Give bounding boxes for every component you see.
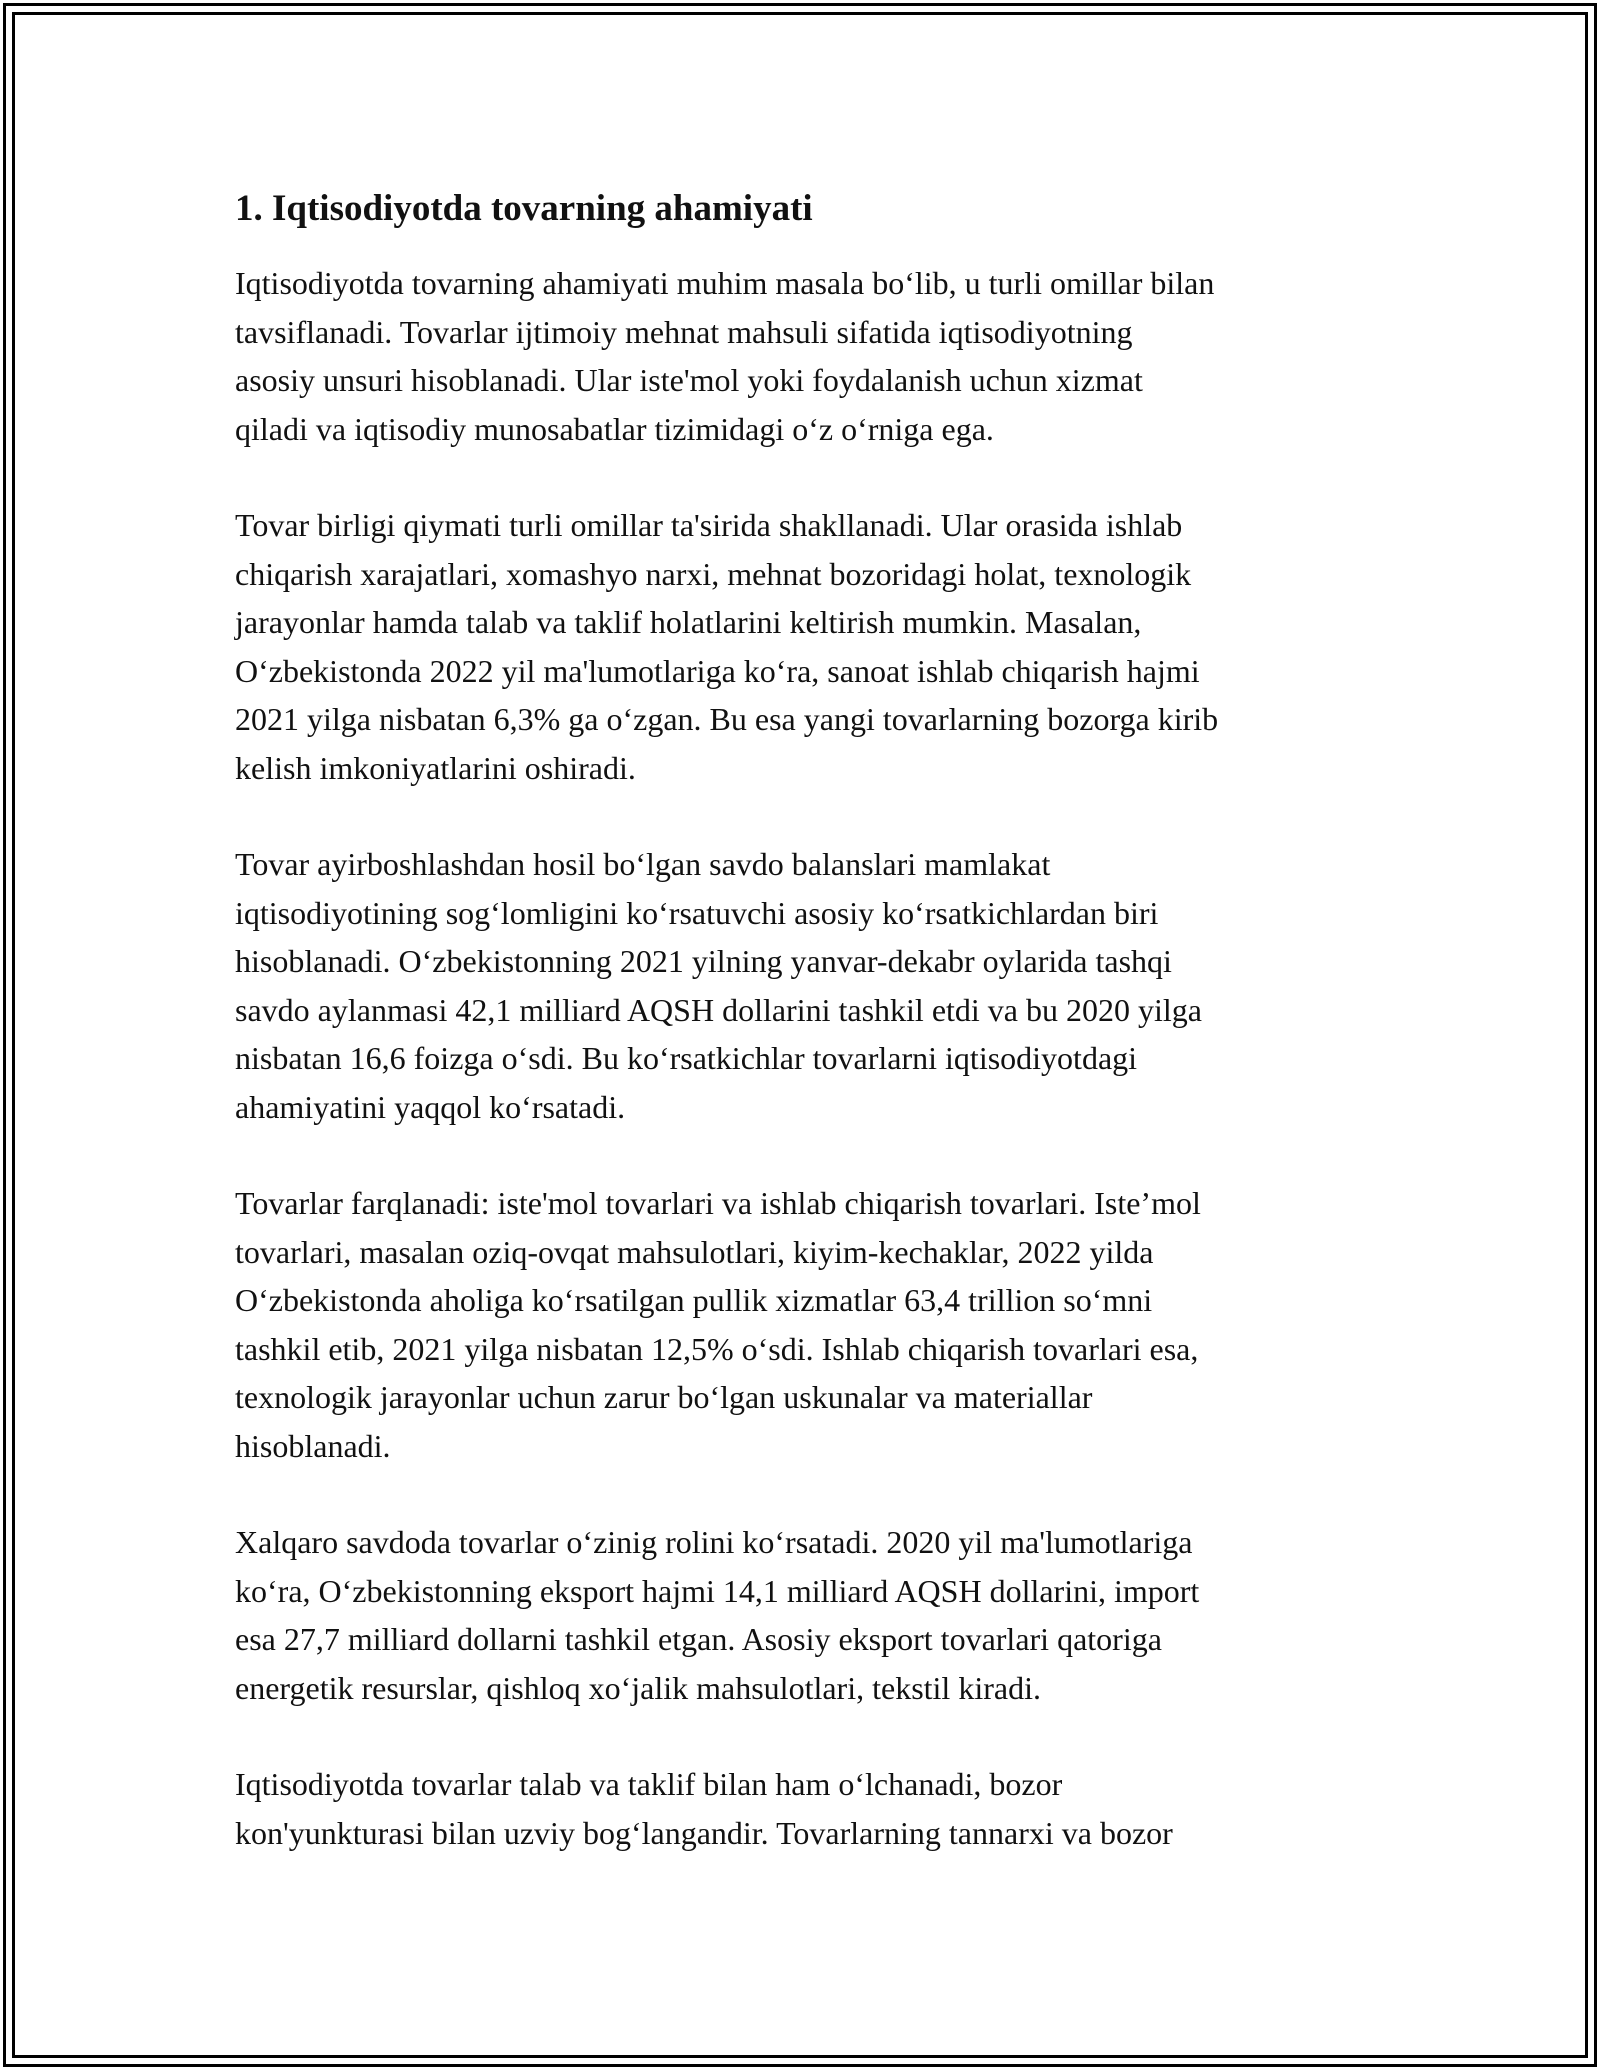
- paragraph-5: [235, 1518, 1370, 1712]
- text-line: 2021 yilga nisbatan 6,3% ga o‘zgan. Bu esa yangi tovarlarning bozorga kirib: [235, 701, 1219, 737]
- paragraph-1: [235, 259, 1370, 453]
- text-line: energetik resurslar, qishloq xo‘jalik mahsulotlari, tekstil kiradi.: [235, 1669, 1041, 1706]
- text-line: tovarlari, masalan oziq-ovqat mahsulotlari, kiyim-kechaklar, 2022 yilda: [235, 1233, 1154, 1270]
- text-line: kon'yunkturasi bilan uzviy bog‘langandir. Tovarlarning tannarxi va bozor: [235, 1814, 1173, 1851]
- text-line: texnologik jarayonlar uchun zarur bo‘lgan uskunalar va materiallar: [235, 1379, 1093, 1415]
- text-line: asosiy unsuri hisoblanadi. Ular iste'mol yoki foydalanish uchun xizmat: [235, 362, 1143, 398]
- text-line: Iqtisodiyotda tovarning ahamiyati muhim masala bo‘lib, u turli omillar bilan: [235, 265, 1215, 301]
- paragraph-6: [235, 1760, 1370, 1857]
- text-line: ko‘ra, O‘zbekistonning eksport hajmi 14,1 milliard AQSH dollarini, import: [235, 1572, 1200, 1609]
- text-line: chiqarish xarajatlari, xomashyo narxi, mehnat bozoridagi holat, texnologik: [235, 555, 1192, 592]
- text-line: Tovarlar farqlanadi: iste'mol tovarlari va ishlab chiqarish tovarlari. Iste’mol: [235, 1185, 1201, 1221]
- document-body: [235, 185, 1370, 1905]
- text-line: nisbatan 16,6 foizga o‘sdi. Bu ko‘rsatkichlar tovarlarni iqtisodiyotdagi: [235, 1040, 1138, 1076]
- text-line: Tovar ayirboshlashdan hosil bo‘lgan savdo balanslari mamlakat: [235, 846, 1051, 882]
- paragraph-4: [235, 1179, 1370, 1470]
- text-line: Iqtisodiyotda tovarlar talab va taklif bilan ham o‘lchanadi, bozor: [235, 1766, 1063, 1802]
- text-line: Tovar birligi qiymati turli omillar ta'sirida shakllanadi. Ular orasida ishlab: [235, 507, 1183, 543]
- text-line: ahamiyatini yaqqol ko‘rsatadi.: [235, 1088, 626, 1125]
- text-line: O‘zbekistonda aholiga ko‘rsatilgan pullik xizmatlar 63,4 trillion so‘mni: [235, 1282, 1153, 1318]
- text-line: iqtisodiyotining sog‘lomligini ko‘rsatuvchi asosiy ko‘rsatkichlardan biri: [235, 894, 1159, 931]
- text-line: kelish imkoniyatlarini oshiradi.: [235, 749, 636, 786]
- paragraph-3: [235, 840, 1370, 1131]
- text-line: savdo aylanmasi 42,1 milliard AQSH dollarini tashkil etdi va bu 2020 yilga: [235, 991, 1202, 1028]
- text-line: jarayonlar hamda talab va taklif holatlarini keltirish mumkin. Masalan,: [235, 604, 1142, 640]
- text-line: O‘zbekistonda 2022 yil ma'lumotlariga ko‘ra, sanoat ishlab chiqarish hajmi: [235, 652, 1200, 689]
- text-line: hisoblanadi.: [235, 1427, 391, 1464]
- text-line: tavsiflanadi. Tovarlar ijtimoiy mehnat mahsuli sifatida iqtisodiyotning: [235, 313, 1133, 350]
- text-line: esa 27,7 milliard dollarni tashkil etgan. Asosiy eksport tovarlari qatoriga: [235, 1621, 1162, 1657]
- section-heading: 1. Iqtisodiyotda tovarning ahamiyati: [235, 188, 813, 229]
- paragraph-2: [235, 501, 1370, 792]
- text-line: qiladi va iqtisodiy munosabatlar tizimidagi o‘z o‘rniga ega.: [235, 410, 994, 447]
- text-line: hisoblanadi. O‘zbekistonning 2021 yilning yanvar-dekabr oylarida tashqi: [235, 943, 1172, 979]
- text-line: tashkil etib, 2021 yilga nisbatan 12,5% o‘sdi. Ishlab chiqarish tovarlari esa,: [235, 1330, 1199, 1367]
- text-line: Xalqaro savdoda tovarlar o‘zinig rolini ko‘rsatadi. 2020 yil ma'lumotlariga: [235, 1524, 1193, 1560]
